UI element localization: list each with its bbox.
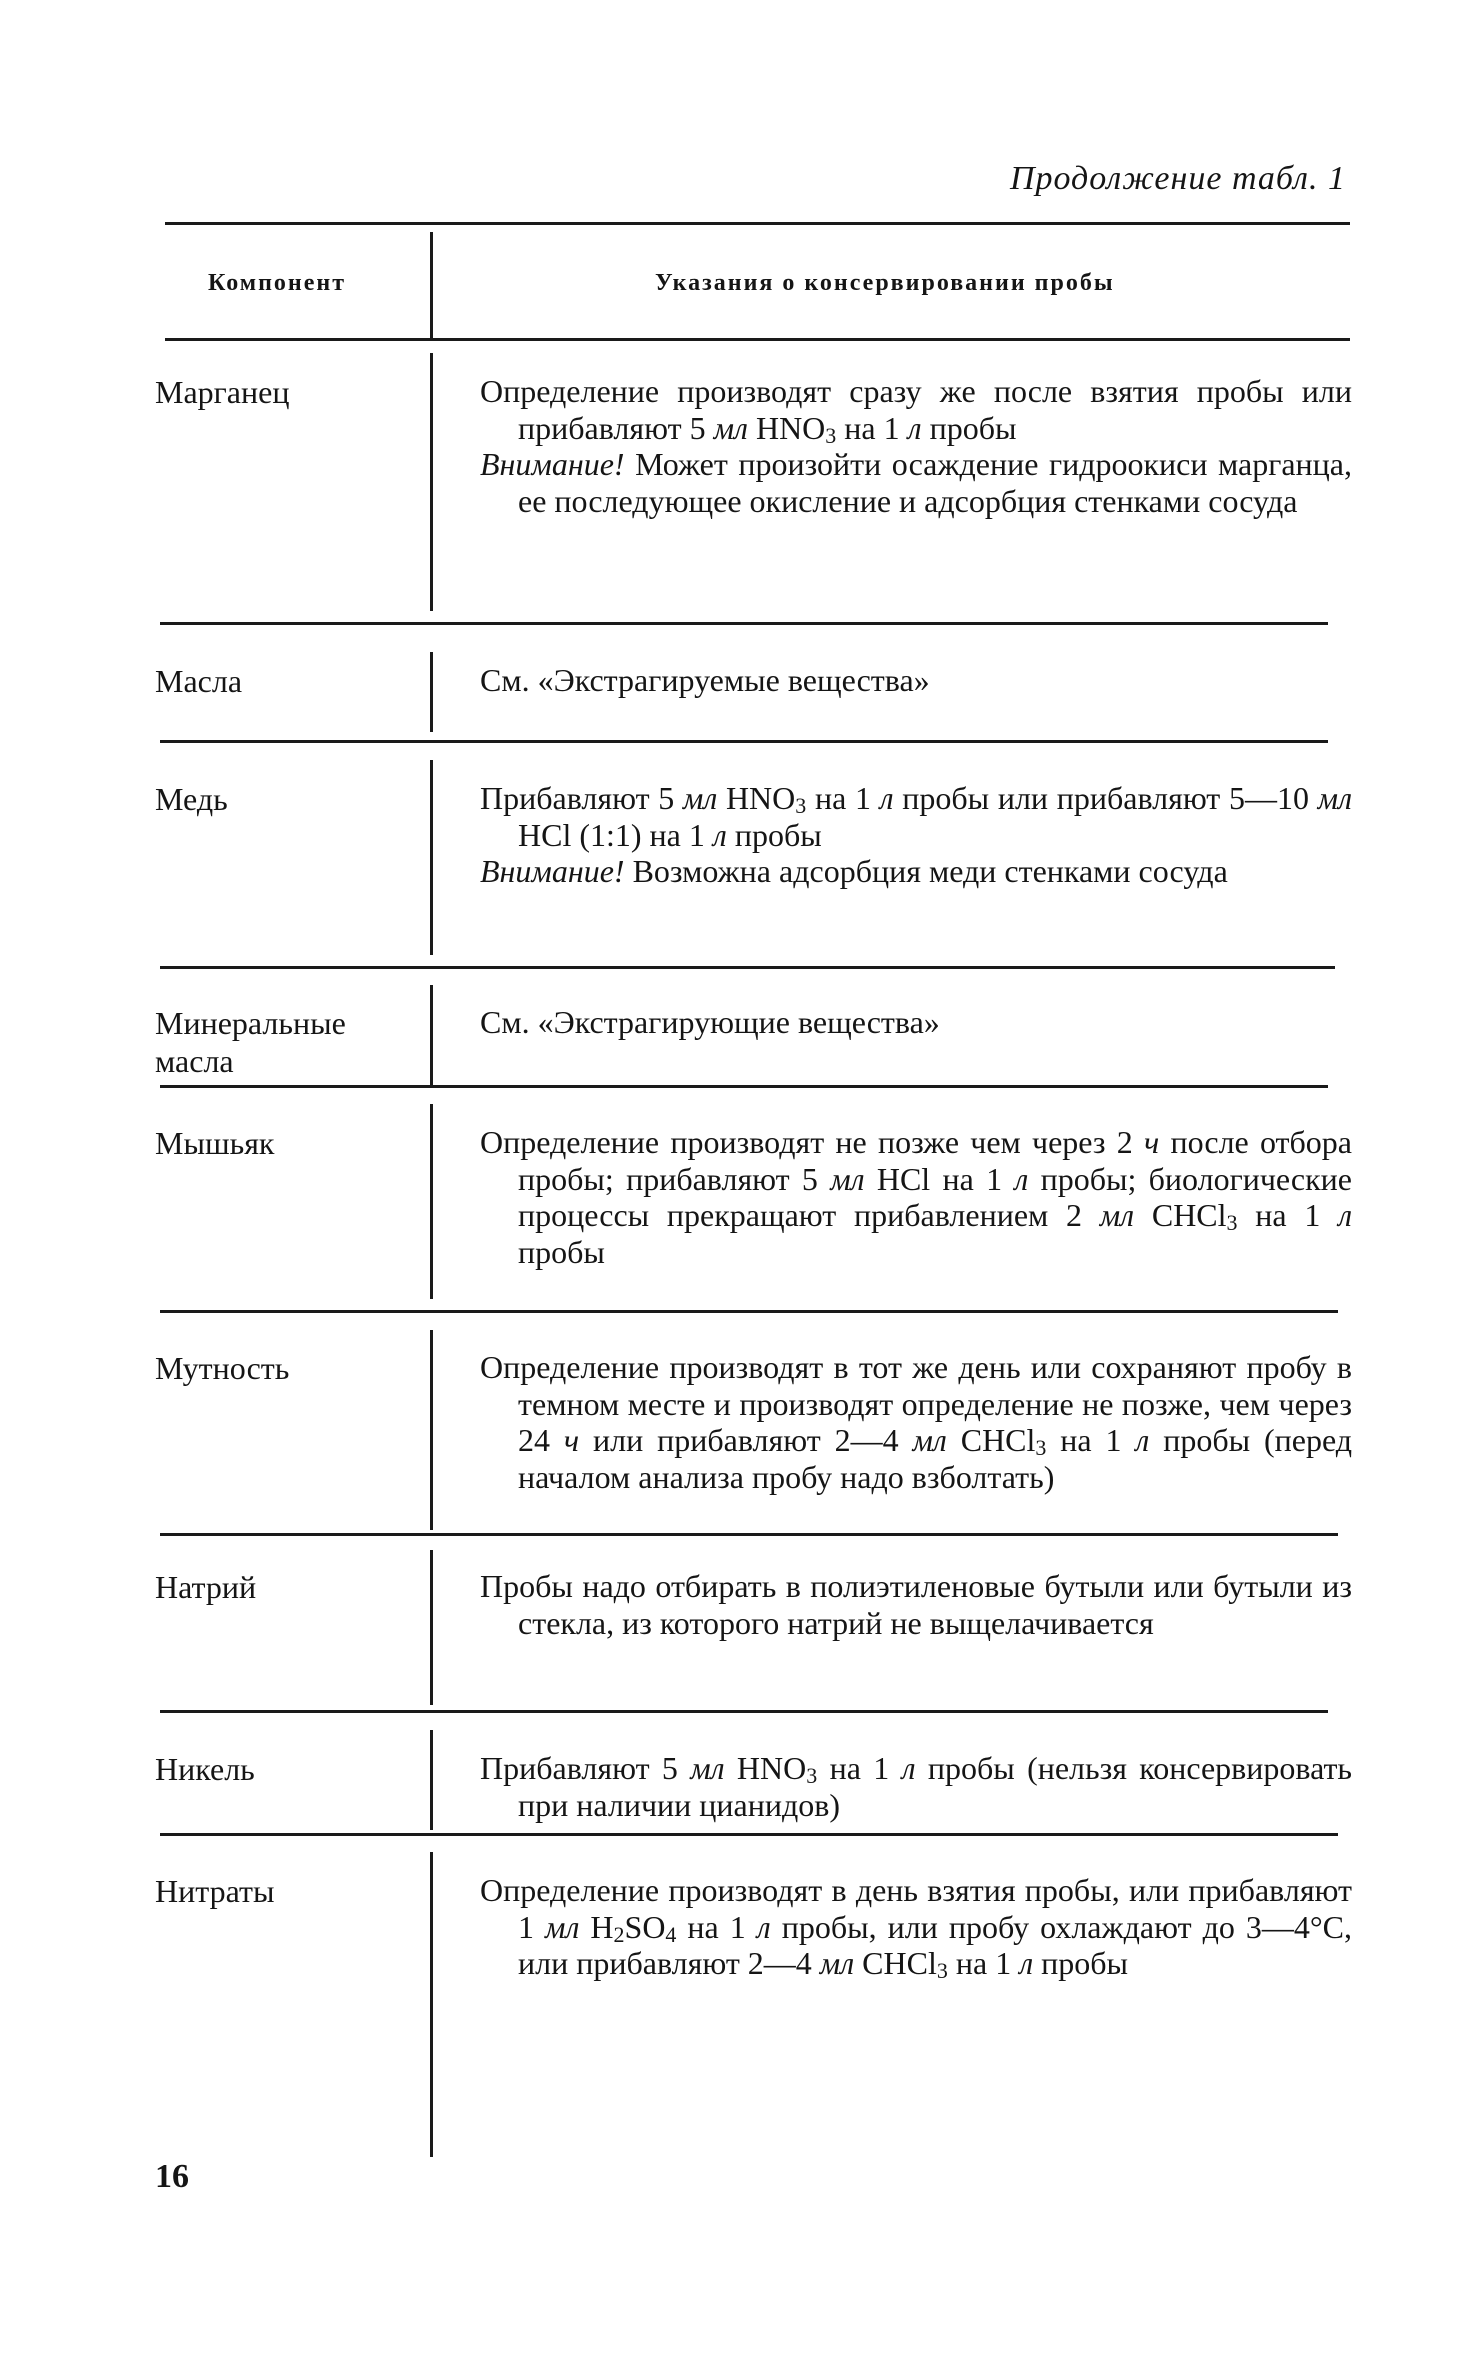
column-divider — [430, 353, 433, 611]
row-rule — [160, 622, 1328, 625]
header-top-rule — [165, 222, 1350, 225]
table-row-instructions: Определение производят в тот же день или сохраняют пробу в темном месте и производят определение не позже, чем через 24 ч или прибавляют 2—4 мл CHCl$_3$ на 1 л пробы (перед началом анализа пробу надо взболтать) — [480, 1349, 1353, 1495]
table-row-component: Минеральные масла — [155, 1005, 346, 1079]
row-rule — [160, 1085, 1328, 1088]
table-row-component: Медь — [155, 781, 228, 817]
column-divider — [430, 1330, 433, 1530]
header-instructions: Указания о консервировании пробы — [655, 270, 1115, 296]
row-rule — [160, 1310, 1338, 1313]
table-row-component: Мышьяк — [155, 1125, 275, 1161]
header-bottom-rule — [165, 338, 1350, 341]
page-number: 16 — [155, 2158, 189, 2195]
table-row-component: Нитраты — [155, 1873, 275, 1909]
row-rule — [160, 966, 1335, 969]
table-row-component: Марганец — [155, 374, 290, 410]
column-divider — [430, 985, 433, 1085]
header-component: Компонент — [208, 270, 347, 296]
table-row-component: Натрий — [155, 1569, 257, 1605]
row-rule — [160, 740, 1328, 743]
table-row-component: Масла — [155, 663, 243, 699]
column-divider — [430, 1550, 433, 1705]
column-divider — [430, 1852, 433, 2157]
table-continuation-caption: Продолжение табл. 1 — [1009, 160, 1346, 197]
table-row-component: Мутность — [155, 1350, 290, 1386]
table-row-instructions: Прибавляют 5 мл $HNO_3$ на 1 л пробы (нельзя консервировать при наличии цианидов) — [480, 1750, 1353, 1823]
row-rule — [160, 1710, 1328, 1713]
table-row-instructions: Прибавляют 5 мл $HNO_3$ на 1 л пробы или прибавляют 5—10 мл HCl (1:1) на 1 л пробы Внимание! Возможна адсорбция меди стенками сосуда — [480, 780, 1353, 889]
row-rule — [160, 1533, 1338, 1536]
table-row-instructions: Определение производят сразу же после взятия пробы или прибавляют 5 мл $HNO_3$ на 1 л пробы Внимание! Может произойти осаждение гидроокиси марганца, ее последующее окисление и адсорбция стенками сосуда — [480, 373, 1352, 519]
header-column-divider — [430, 232, 433, 338]
row-rule — [160, 1833, 1338, 1836]
column-divider — [430, 1730, 433, 1830]
table-row-instructions: См. «Экстрагирующие вещества» — [480, 1004, 940, 1040]
table-row-instructions: См. «Экстрагируемые вещества» — [480, 662, 930, 698]
column-divider — [430, 760, 433, 955]
column-divider — [430, 1104, 433, 1299]
table-row-instructions: Пробы надо отбирать в полиэтиленовые бутыли или бутыли из стекла, из которого натрий не выщелачивается — [480, 1568, 1352, 1641]
column-divider — [430, 652, 433, 732]
table-row-instructions: Определение производят не позже чем через 2 ч после отбора пробы; прибавляют 5 мл HCl на 1 л пробы; биологические процессы прекращают прибавлением 2 мл CHCl$_3$ на 1 л пробы — [480, 1124, 1353, 1270]
table-row-component: Никель — [155, 1751, 255, 1787]
table-row-instructions: Определение производят в день взятия пробы, или прибавляют 1 мл $H_2SO_4$ на 1 л пробы, или пробу охлаждают до 3—4°C, или прибавляют 2—4 мл CHCl$_3$ на 1 л пробы — [480, 1872, 1353, 1983]
